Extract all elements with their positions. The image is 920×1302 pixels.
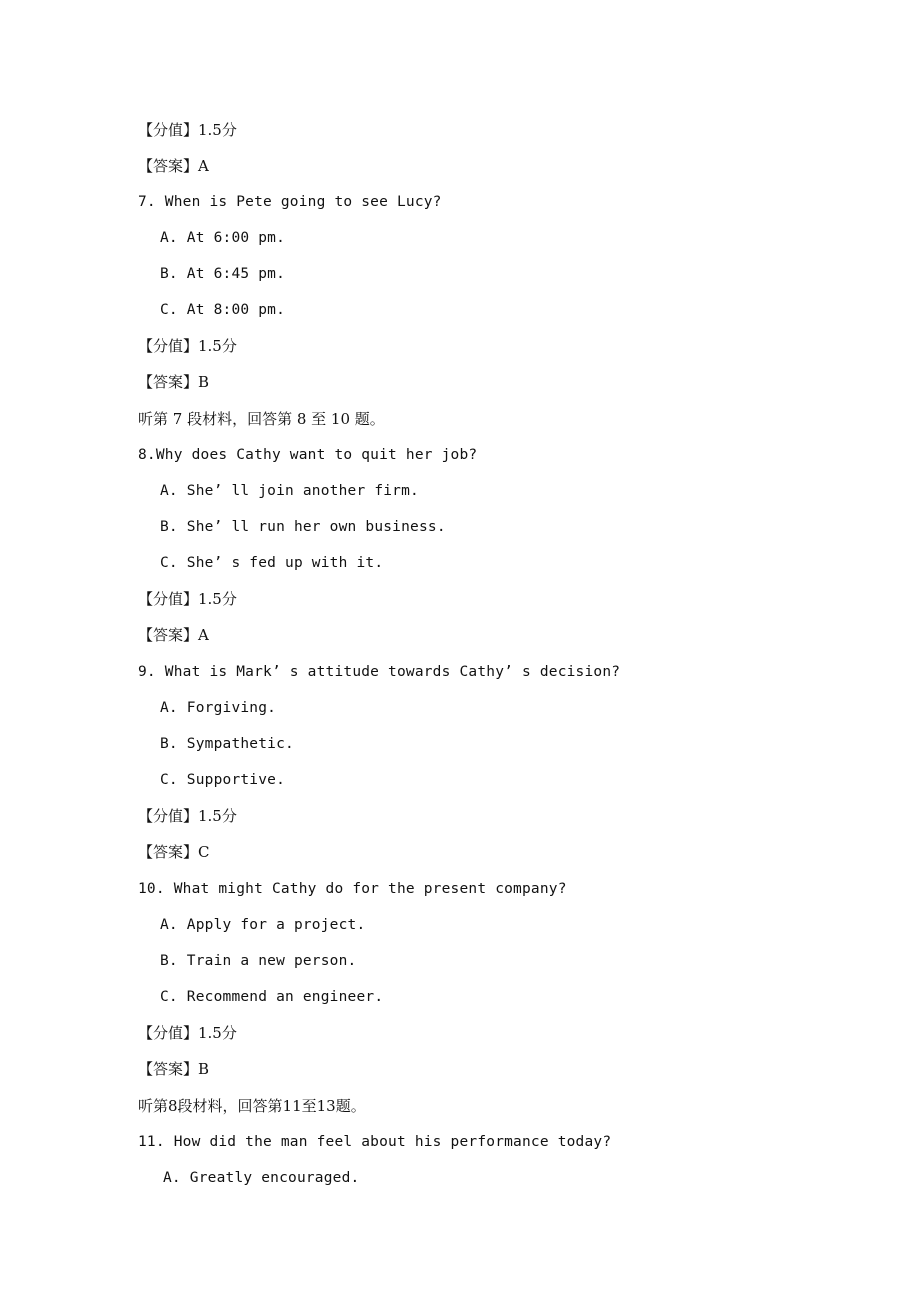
question-10: 10. What might Cathy do for the present company? [138,881,567,897]
option-a: A. Apply for a project. [160,917,366,933]
question-8: 8.Why does Cathy want to quit her job? [138,447,478,463]
option-b: B. She’ ll run her own business. [160,519,446,535]
score-label: 【分值】1.5分 [138,121,237,139]
answer-label: 【答案】B [138,1060,210,1078]
score-label: 【分值】1.5分 [138,337,237,355]
section-instruction: 听第8段材料，回答第11至13题。 [138,1097,366,1115]
score-label: 【分值】1.5分 [138,590,237,608]
option-c: C. Supportive. [160,772,286,788]
option-a: A. Greatly encouraged. [163,1170,360,1186]
score-label: 【分值】1.5分 [138,1024,237,1042]
option-c: C. At 8:00 pm. [160,302,286,318]
score-label: 【分值】1.5分 [138,807,237,825]
answer-label: 【答案】A [138,157,209,175]
answer-label: 【答案】A [138,626,209,644]
option-b: B. Sympathetic. [160,736,294,752]
option-a: A. Forgiving. [160,700,277,716]
option-b: B. At 6:45 pm. [160,266,286,282]
question-11: 11. How did the man feel about his performance today? [138,1134,612,1150]
section-instruction: 听第 7 段材料，回答第 8 至 10 题。 [138,410,385,428]
option-c: C. Recommend an engineer. [160,989,384,1005]
answer-label: 【答案】C [138,843,210,861]
question-7: 7. When is Pete going to see Lucy? [138,194,442,210]
question-9: 9. What is Mark’ s attitude towards Cathy’ s decision? [138,664,621,680]
option-a: A. At 6:00 pm. [160,230,286,246]
option-a: A. She’ ll join another firm. [160,483,419,499]
answer-label: 【答案】B [138,373,210,391]
option-c: C. She’ s fed up with it. [160,555,384,571]
option-b: B. Train a new person. [160,953,357,969]
